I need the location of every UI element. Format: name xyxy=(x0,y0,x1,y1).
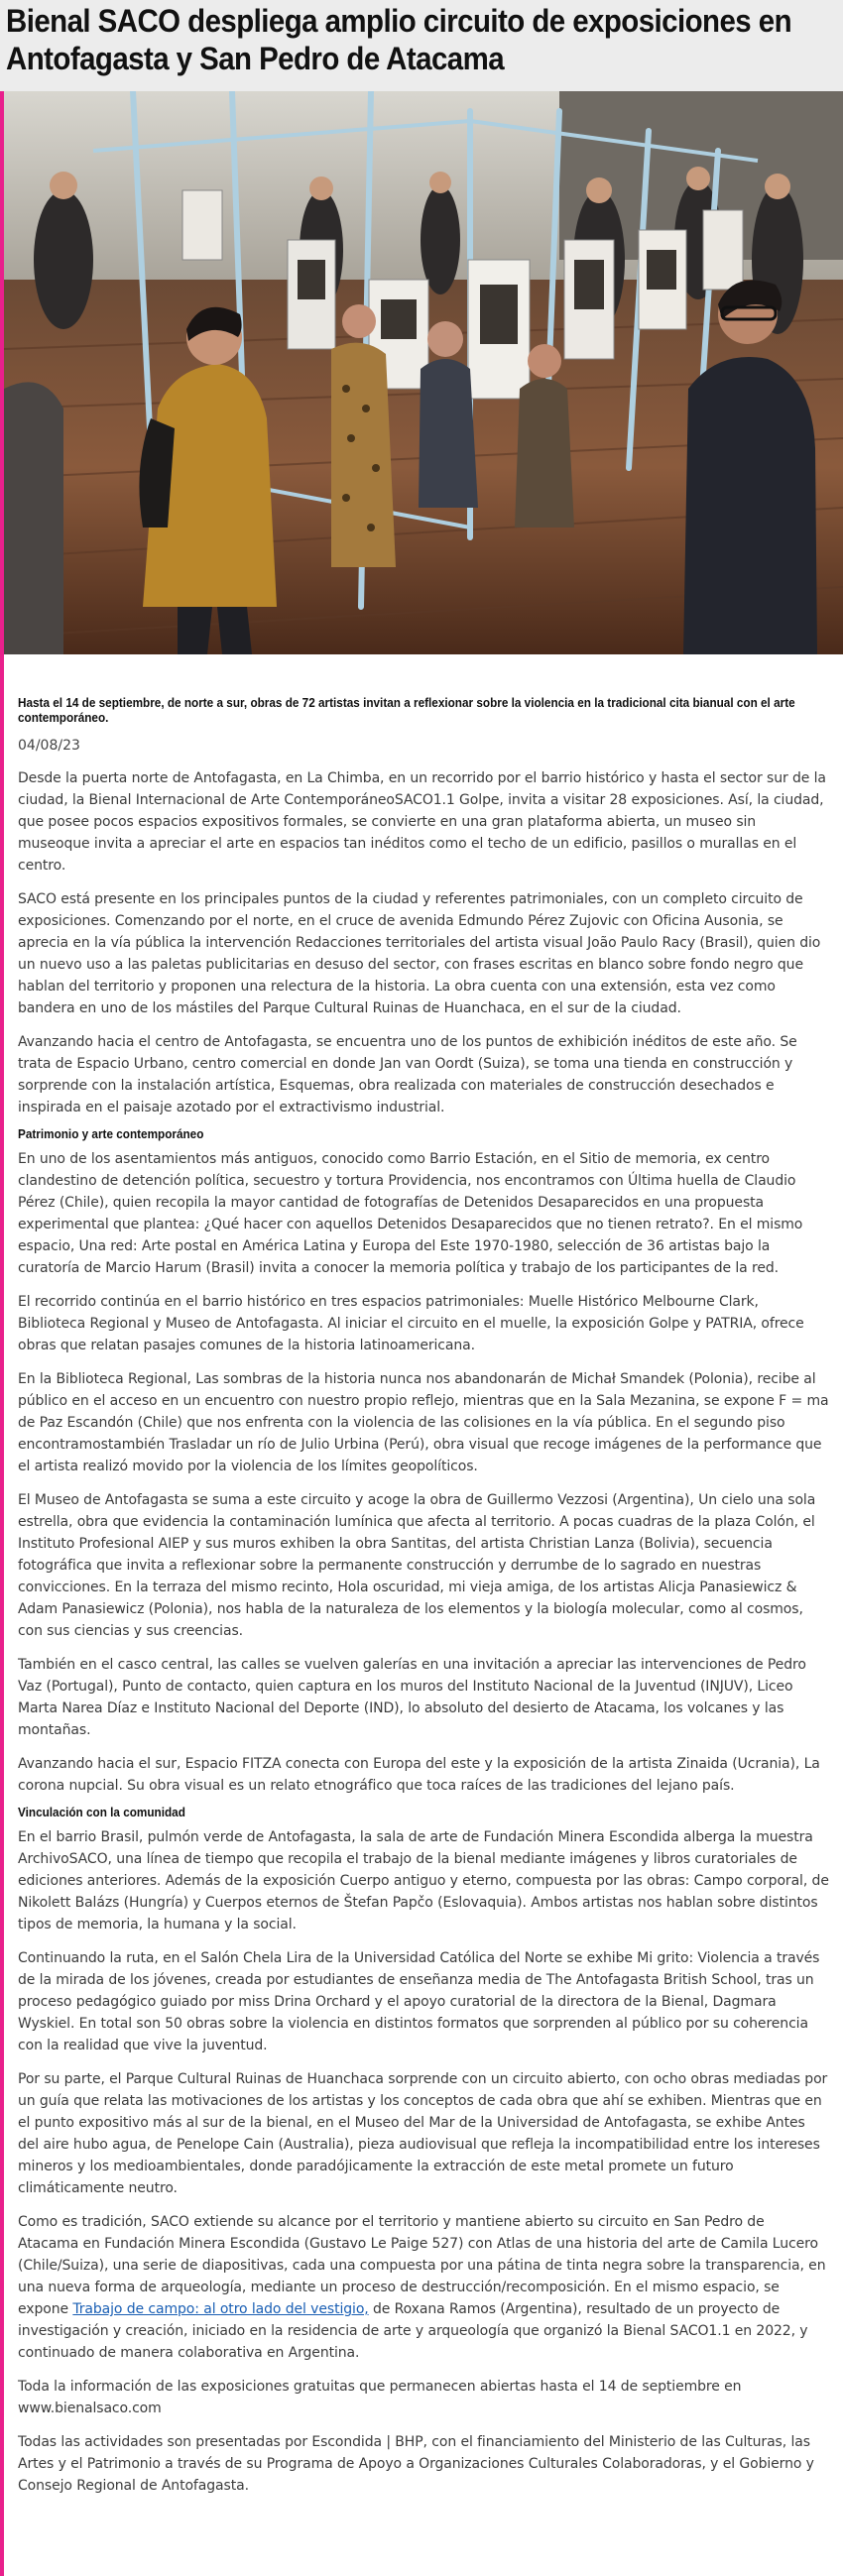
paragraph: Avanzando hacia el centro de Antofagasta, se encuentra uno de los puntos de exhibición inéditos de este año. Se trata de Espacio Urbano, centro comercial en donde Jan van Oordt (Suiza), se toma una tienda en construcción y sorprende con la instalación artística, Esquemas, obra realizada con materiales de construcción desechados e inspirada en el paisaje azotado por el extractivismo industrial. xyxy=(18,1034,797,1115)
paragraph: Avanzando hacia el sur, Espacio FITZA conecta con Europa del este y la exposición de la artista Zinaida (Ucrania), La corona nupcial. Su obra visual es un relato etnográfico que toca raíces de las tradiciones del lejano país. xyxy=(18,1756,820,1794)
paragraph: En la Biblioteca Regional, Las sombras de la historia nunca nos abandonarán de Michał Smandek (Polonia), recibe al público en el acceso en un encuentro con nuestro propio reflejo, mientras que en la Sala Mezanina, se expone F = ma de Paz Escandón (Chile) que nos enfrenta con la violencia de las colisiones en la vía pública. En el segundo piso encontramostambién Trasladar un río de Julio Urbina (Perú), obra visual que recoge imágenes de la performance que el artista realizó movido por la violencia de los límites geopolíticos. xyxy=(18,1371,829,1474)
paragraph: En el barrio Brasil, pulmón verde de Antofagasta, la sala de arte de Fundación Minera Escondida alberga la muestra ArchivoSACO, una línea de tiempo que recopila el trabajo de la bienal mediante imágenes y libros curatoriales de ediciones anteriores. Además de la exposición Cuerpo antiguo y eterno, compuesta por las obras: Campo corporal, de Nikolett Balázs (Hungría) y Cuerpos eternos de Štefan Papčo (Eslovaquia). Ambos artistas nos hablan sobre distintos tipos de memoria, la humana y la social. xyxy=(18,1829,829,1932)
paragraph-san-pedro xyxy=(18,2211,829,2364)
paragraph-text: de Roxana Ramos (Argentina), resultado de un proyecto de investigación y creación, iniciado en la residencia de arte y arqueología que organizó la Bienal SACO1.1 en 2022, y continuado de manera colaborativa en Argentina. xyxy=(18,2301,808,2361)
fieldwork-link[interactable]: Trabajo de campo: al otro lado del vestigio, xyxy=(72,2301,369,2317)
paragraph: Desde la puerta norte de Antofagasta, en La Chimba, en un recorrido por el barrio histórico y hasta el sector sur de la ciudad, la Bienal Internacional de Arte ContemporáneoSACO1.1 Golpe, invita a visitar 28 exposiciones. Así, la ciudad, que posee pocos espacios expositivos formales, se convierte en una gran plataforma abierta, un museo sin museoque invita a apreciar el arte en espacios tan inéditos como el techo de un edificio, pasillos o murallas en el centro. xyxy=(18,770,826,874)
paragraph-text: Como es tradición, SACO extiende su alcance por el territorio y mantiene abierto su circuito en San Pedro de Atacama en Fundación Minera Escondida (Gustavo Le Paige 527) con Atlas de una historia del arte de Camila Lucero (Chile/Suiza), una serie de diapositivas, cada una compuesta por una pátina de tinta negra sobre la transparencia, en una nueva forma de arqueología, mediante un proceso de destrucción/recomposición. En el mismo espacio, se expone xyxy=(18,2214,826,2317)
section-heading-heritage: Patrimonio y arte contemporáneo xyxy=(18,1127,204,1141)
paragraph: El recorrido continúa en el barrio histórico en tres espacios patrimoniales: Muelle Histórico Melbourne Clark, Biblioteca Regional y Museo de Antofagasta. Al iniciar el circuito en el muelle, la exposición Golpe y PATRIA, ofrece obras que relatan pasajes comunes de la historia latinoamericana. xyxy=(18,1294,804,1353)
article-header xyxy=(0,0,843,91)
paragraph: Todas las actividades son presentadas por Escondida | BHP, con el financiamiento del Ministerio de las Culturas, las Artes y el Patrimonio a través de su Programa de Apoyo a Organizaciones Culturales Colaboradoras, y el Gobierno y Consejo Regional de Antofagasta. xyxy=(18,2434,814,2494)
paragraph: Continuando la ruta, en el Salón Chela Lira de la Universidad Católica del Norte se exhibe Mi grito: Violencia a través de la mirada de los jóvenes, creada por estudiantes de enseñanza media de The Antofagasta British School, tras un proceso pedagógico guiado por miss Drina Orchard y el apoyo curatorial de la directora de la Bienal, Dagmara Wyskiel. En total son 50 obras sobre la violencia en distintos formatos que sorprenden al público por su coherencia con la realidad que vive la juventud. xyxy=(18,1950,820,2053)
exhibition-photo xyxy=(4,91,843,654)
article-body xyxy=(18,696,829,2509)
article-title: Bienal SACO despliega amplio circuito de exposiciones en Antofagasta y San Pedro de Atacama xyxy=(6,3,792,76)
paragraph: También en el casco central, las calles se vuelven galerías en una invitación a apreciar las intervenciones de Pedro Vaz (Portugal), Punto de contacto, quien captura en los muros del Instituto Nacional de la Juventud (INJUV), Liceo Marta Narea Díaz e Instituto Nacional del Deporte (IND), lo absoluto del desierto de Atacama, los volcanes y las montañas. xyxy=(18,1657,806,1738)
paragraph: SACO está presente en los principales puntos de la ciudad y referentes patrimoniales, con un completo circuito de exposiciones. Comenzando por el norte, en el cruce de avenida Edmundo Pérez Zujovic con Oficina Ausonia, se aprecia en la vía pública la intervención Redacciones territoriales del artista visual João Paulo Racy (Brasil), quien dio un nuevo uso a las paletas publicitarias en desuso del sector, con frases escritas en blanco sobre fondo negro que hablan del territorio y proponen una relectura de la historia. La obra cuenta con una extensión, esta vez como bandera en uno de los mástiles del Parque Cultural Ruinas de Huanchaca, en el sur de la ciudad. xyxy=(18,891,821,1016)
paragraph: En uno de los asentamientos más antiguos, conocido como Barrio Estación, en el Sitio de memoria, ex centro clandestino de detención política, secuestro y tortura Providencia, nos encontramos con Última huella de Claudio Pérez (Chile), quien recopila la mayor cantidad de fotografías de Detenidos Desaparecidos en una propuesta experimental que plantea: ¿Qué hacer con aquellos Detenidos Desaparecidos que no tienen retrato?. En el mismo espacio, Una red: Arte postal en América Latina y Europa del Este 1970-1980, selección de 36 artistas bajo la curatoría de Marcio Harum (Brasil) invita a conocer la memoria política y trabajo de los participantes de la red. xyxy=(18,1151,803,1276)
hero-photo xyxy=(4,91,843,654)
paragraph: Por su parte, el Parque Cultural Ruinas de Huanchaca sorprende con un circuito abierto, con ocho obras mediadas por un guía que relata las motivaciones de los artistas y los conceptos de cada obra que ahí se exhiben. Mientras que en el punto expositivo más al sur de la bienal, en el Museo del Mar de la Universidad de Antofagasta, se exhibe Antes del aire hubo agua, de Penelope Cain (Australia), pieza audiovisual que refleja la incompatibilidad entre los intereses mineros y los medioambientales, donde paradójicamente la extracción de este metal promete un futuro climáticamente neutro. xyxy=(18,2071,828,2196)
publish-date: 04/08/23 xyxy=(18,738,80,754)
section-heading-community: Vinculación con la comunidad xyxy=(18,1806,185,1819)
article-lead: Hasta el 14 de septiembre, de norte a sur, obras de 72 artistas invitan a reflexionar sobre la violencia en la tradicional cita bianual con el arte contemporáneo. xyxy=(18,696,795,725)
paragraph: Toda la información de las exposiciones gratuitas que permanecen abiertas hasta el 14 de septiembre en www.bienalsaco.com xyxy=(18,2379,742,2416)
paragraph: El Museo de Antofagasta se suma a este circuito y acoge la obra de Guillermo Vezzosi (Argentina), Un cielo una sola estrella, obra que evidencia la contaminación lumínica que afecta al territorio. A pocas cuadras de la plaza Colón, el Instituto Profesional AIEP y sus muros exhiben la obra Santitas, del artista Christian Lanza (Bolivia), secuencia fotográfica que invita a reflexionar sobre la permanente construcción y derrumbe de lo sagrado en nuestras convicciones. En la terraza del mismo recinto, Hola oscuridad, mi vieja amiga, de los artistas Alicja Panasiewicz & Adam Panasiewicz (Polonia), nos habla de la naturaleza de los elementos y la biología molecular, como al cosmos, con sus ciencias y sus creencias. xyxy=(18,1492,816,1639)
